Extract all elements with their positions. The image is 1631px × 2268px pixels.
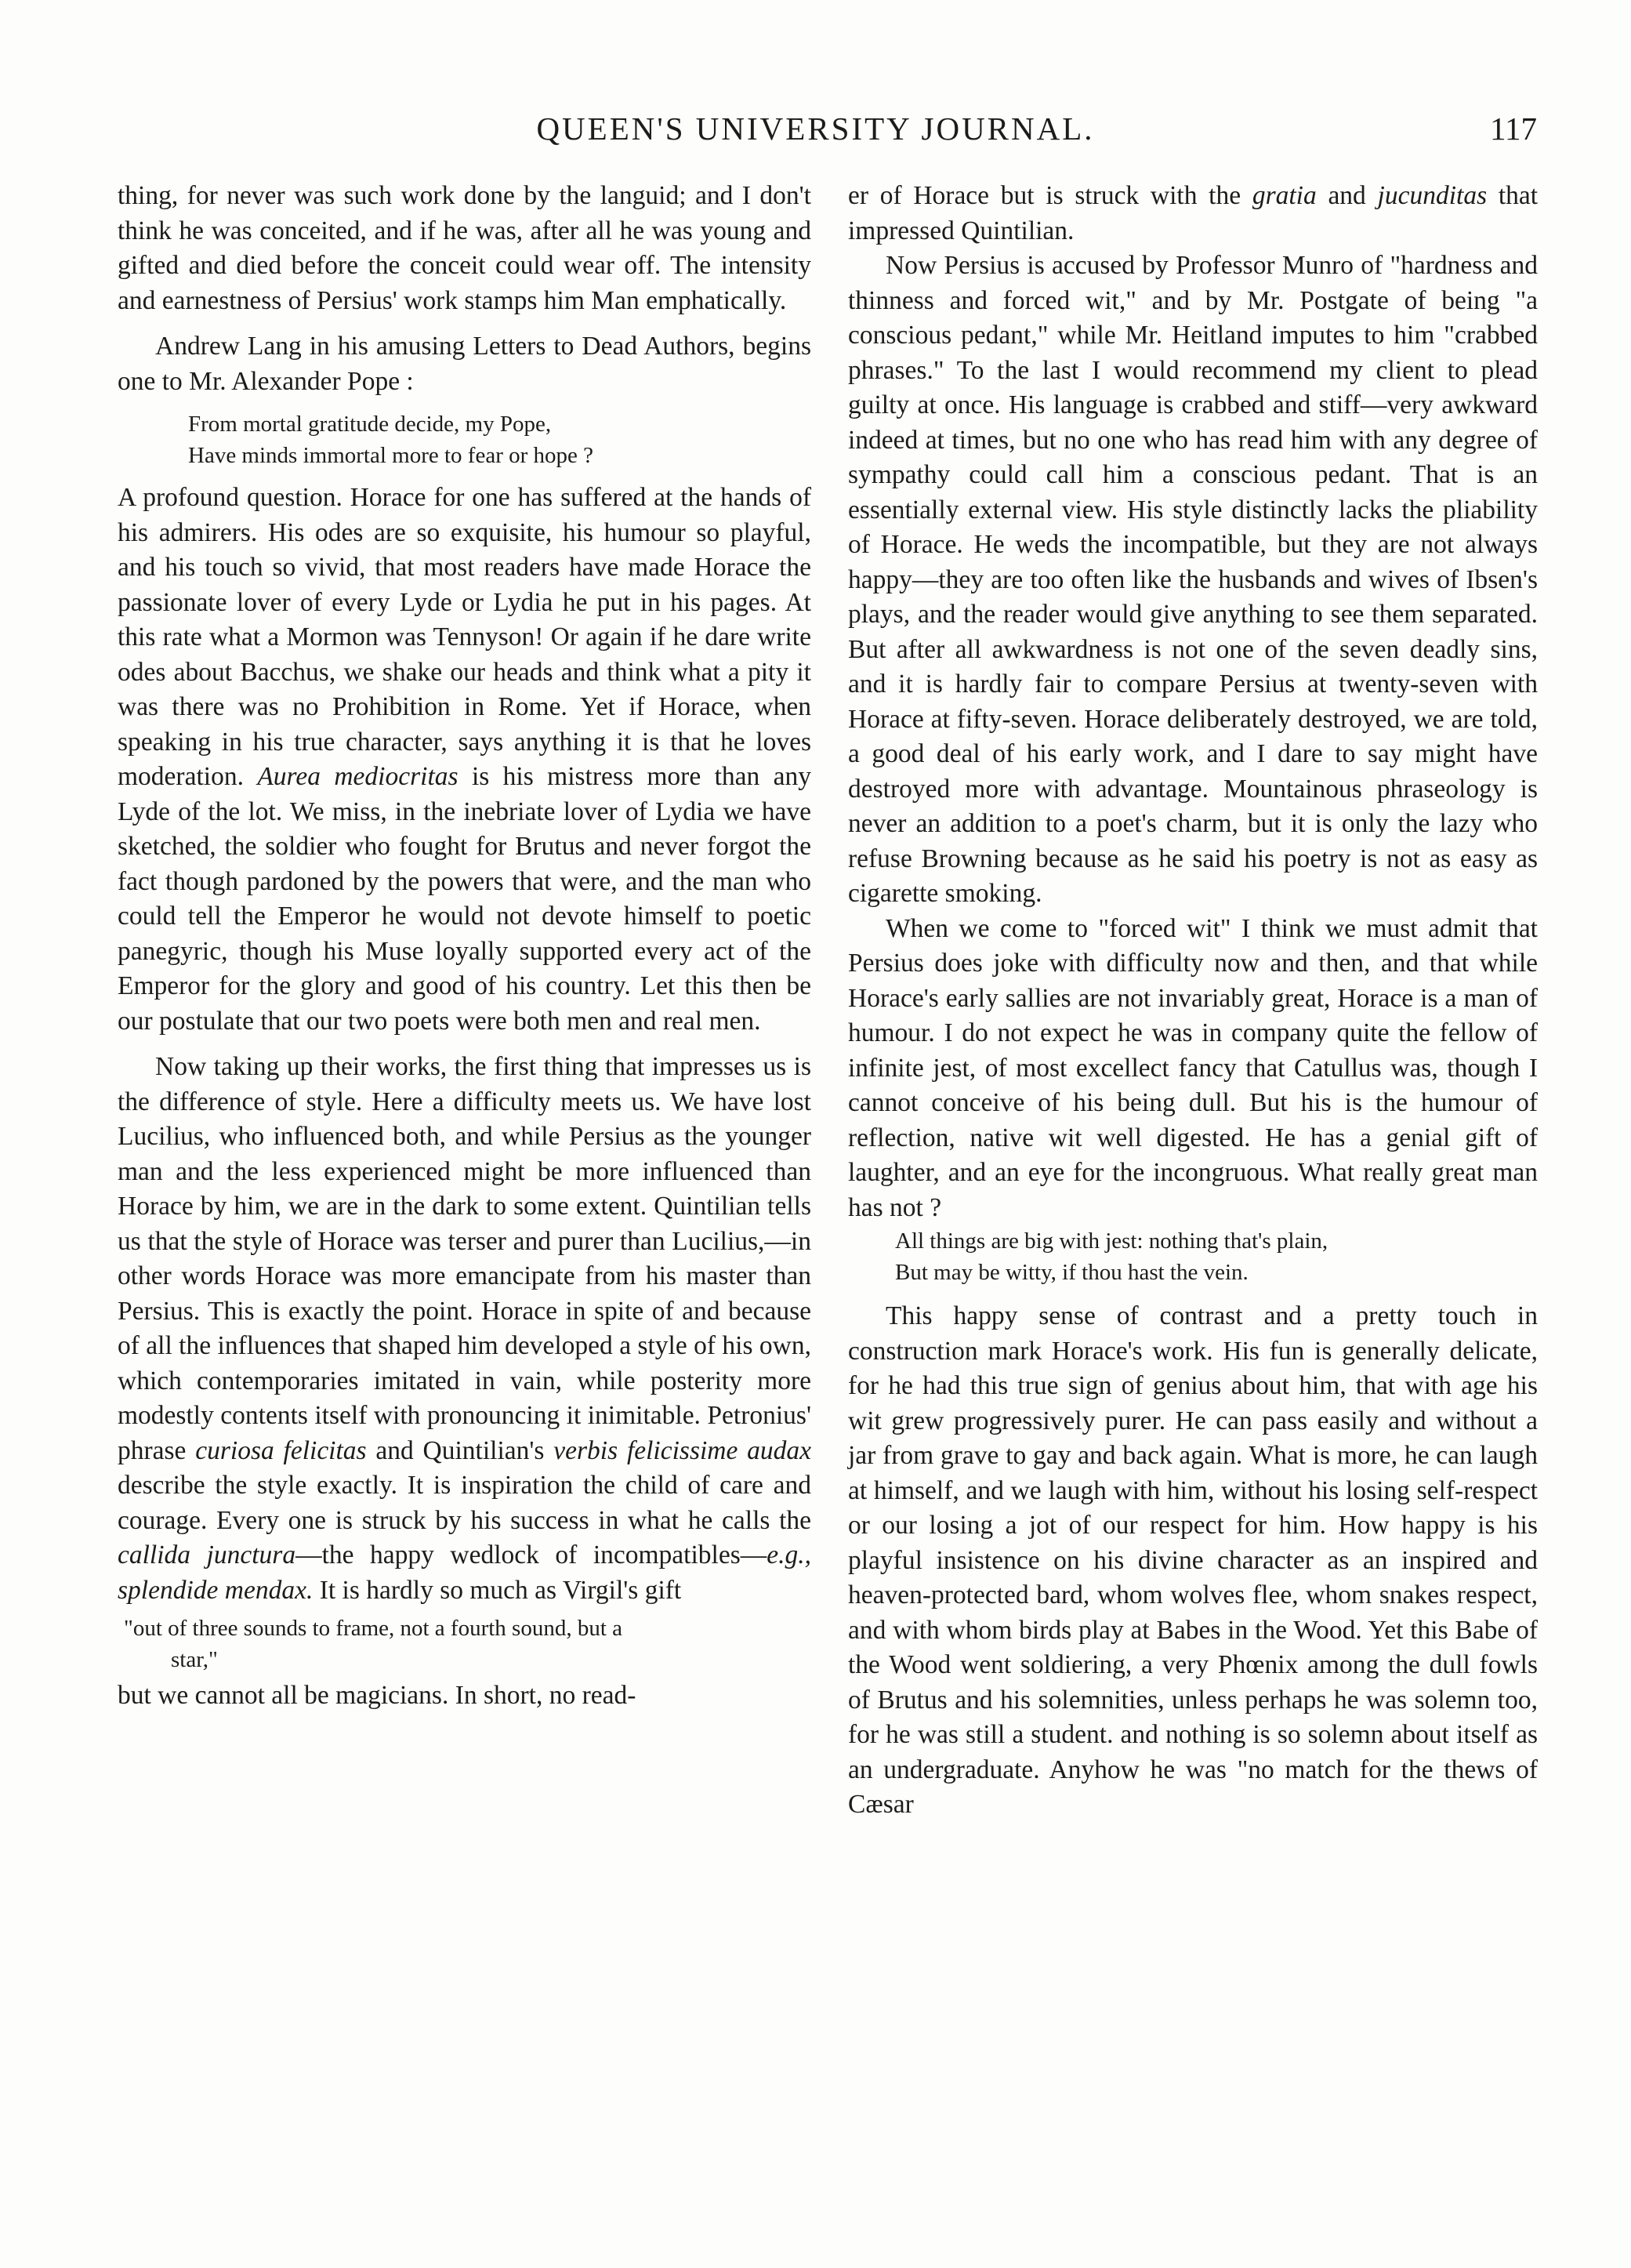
latin-phrase: callida junctura [118,1540,296,1569]
latin-phrase: verbis felicissime audax [553,1435,812,1465]
paragraph: When we come to "forced wit" I think we must admit that Persius does joke with difficulty now and then, and that while Horace's early sallies are not invariably great, Horace is a man of humour. I do not expect he was in company quite the fellow of infinite jest, of most excellect fancy that Catullus was, though I cannot conceive of his being dull. But his is the humour of reflection, native wit well digested. He has a genial gift of laughter, and an eye for the incongruous. What really great man has not ? [848,913,1538,1222]
verse-quotation [848,1225,1538,1288]
quote-line: "out of three sounds to frame, not a fourth sound, but a [124,1616,623,1641]
paragraph: This happy sense of contrast and a pretty touch in construction mark Horace's work. His fun is generally delicate, for he had this true sign of genius about him, that with age his wit grew progressively purer. He can pass easily and without a jar from grave to gay and back again. What is more, he can laugh at himself, and we laugh with him, without his losing self-respect or our losing a jot of our respect for him. How happy is his playful insistence on his divine character as an inspired and heaven-protected bard, whom wolves flee, whom snakes respect, and with whom birds play at Babes in the Wood. Yet this Babe of the Wood went soldiering, a very Phœnix among the dull fowls of Brutus and his solemnities, unless perhaps he was solemn too, for he was still a student. and nothing is so solemn about itself as an undergraduate. Anyhow he was "no match for the thews of Cæsar [848,1301,1538,1819]
paragraph: Now taking up their works, the first thing that impresses us is the difference of style. Here a difficulty meets us. We have lost Lucilius, who influenced both, and while Persius as the younger man and the less experienced might be more influenced than Horace by him, we are in the dark to some extent. Quintilian tells us that the style of Horace was terser and purer than Lucilius,—in other words Horace was more emancipate from his master than Persius. This is exactly the point. Horace in spite of and because of all the influences that shaped him developed a style of his own, which contemporaries imitated in vain, while posterity more modestly contents itself with pronouncing it inimitable. Petronius' phrase curiosa felicitas and Quintilian's verbis felicissime audax describe the style exactly. It is inspiration the child of care and courage. Every one is struck by his success in what he calls the callida junctura—the happy wedlock of incompatibles—e.g., splendide mendax. It is hardly so much as Virgil's gift [118,1052,812,1605]
verse-quotation [118,408,811,471]
right-column [848,179,1538,1823]
left-column [118,179,811,1714]
paragraph: Andrew Lang in his amusing Letters to Dead Authors, begins one to Mr. Alexander Pope : [118,332,811,396]
latin-phrase: jucunditas [1377,181,1488,210]
paragraph: Now Persius is accused by Professor Munro of "hardness and thinness and forced wit," and by Mr. Postgate of being "a conscious pedant," while Mr. Heitland imputes to him "crabbed phrases." To the last I would recommend my client to plead guilty at once. His language is crabbed and stiff—very awkward indeed at times, but no one who has read him with any degree of sympathy could call him a conscious pedant. That is an essentially external view. His style distinctly lacks the pliability of Horace. He weds the incompatible, but they are not always happy—they are too often like the husbands and wives of Ibsen's plays, and the reader would give anything to see them separated. But after all awkwardness is not one of the seven deadly sins, and it is hardly fair to compare Persius at twenty-seven with Horace at fifty-seven. Horace deliberately destroyed, we are told, a good deal of his early work, and I dare to say might have destroyed more with advantage. Mountainous phraseology is never an addition to a poet's charm, but it is only the lazy who refuse Browning because as he said his poetry is not as easy as cigarette smoking. [848,251,1538,908]
journal-title: QUEEN'S UNIVERSITY JOURNAL. [536,111,1095,147]
paragraph: A profound question. Horace for one has suffered at the hands of his admirers. His odes are so exquisite, his humour so playful, and his touch so vivid, that most readers have made Horace the passionate lover of every Lyde or Lydia he put in his pages. At this rate what a Mormon was Tennyson! Or again if he dare write odes about Bacchus, we shake our heads and think what a pity it was there was no Prohibition in Rome. Yet if Horace, when speaking in his true character, says anything it is that he loves moderation. Aurea mediocritas is his mistress more than any Lyde of the lot. We miss, in the inebriate lover of Lydia we have sketched, the soldier who fought for Brutus and never forgot the fact though pardoned by the powers that were, and the man who could tell the Emperor he would not devote himself to poetic panegyric, though his Muse loyally supported every act of the Emperor for the glory and good of his country. Let this then be our postulate that our two poets were both men and real men. [118,483,812,1036]
verse-line: From mortal gratitude decide, my Pope, [188,412,552,437]
paragraph: thing, for never was such work done by the languid; and I don't think he was conceited, and if he was, after all he was young and gifted and died before the conceit could wear off. The intensity and earnestness of Persius' work stamps him Man emphatically. [118,181,811,315]
paragraph: but we cannot all be magicians. In short, no read- [118,1681,636,1710]
paragraph: er of Horace but is struck with the gratia and jucunditas that impressed Quintilian. [848,181,1539,245]
latin-phrase: Aurea mediocritas [257,762,458,791]
verse-line: But may be witty, if thou hast the vein. [895,1260,1249,1285]
latin-phrase: gratia [1252,181,1317,210]
page-number: 117 [1490,111,1537,147]
verse-line: Have minds immortal more to fear or hope ? [188,443,594,468]
latin-phrase: e.g., splendide mendax. [118,1540,811,1605]
verse-line: All things are big with jest: nothing that's plain, [895,1228,1328,1254]
quote-line: star," [171,1647,218,1672]
running-head [0,110,1631,157]
block-quotation [124,1613,811,1675]
latin-phrase: curiosa felicitas [195,1435,367,1465]
